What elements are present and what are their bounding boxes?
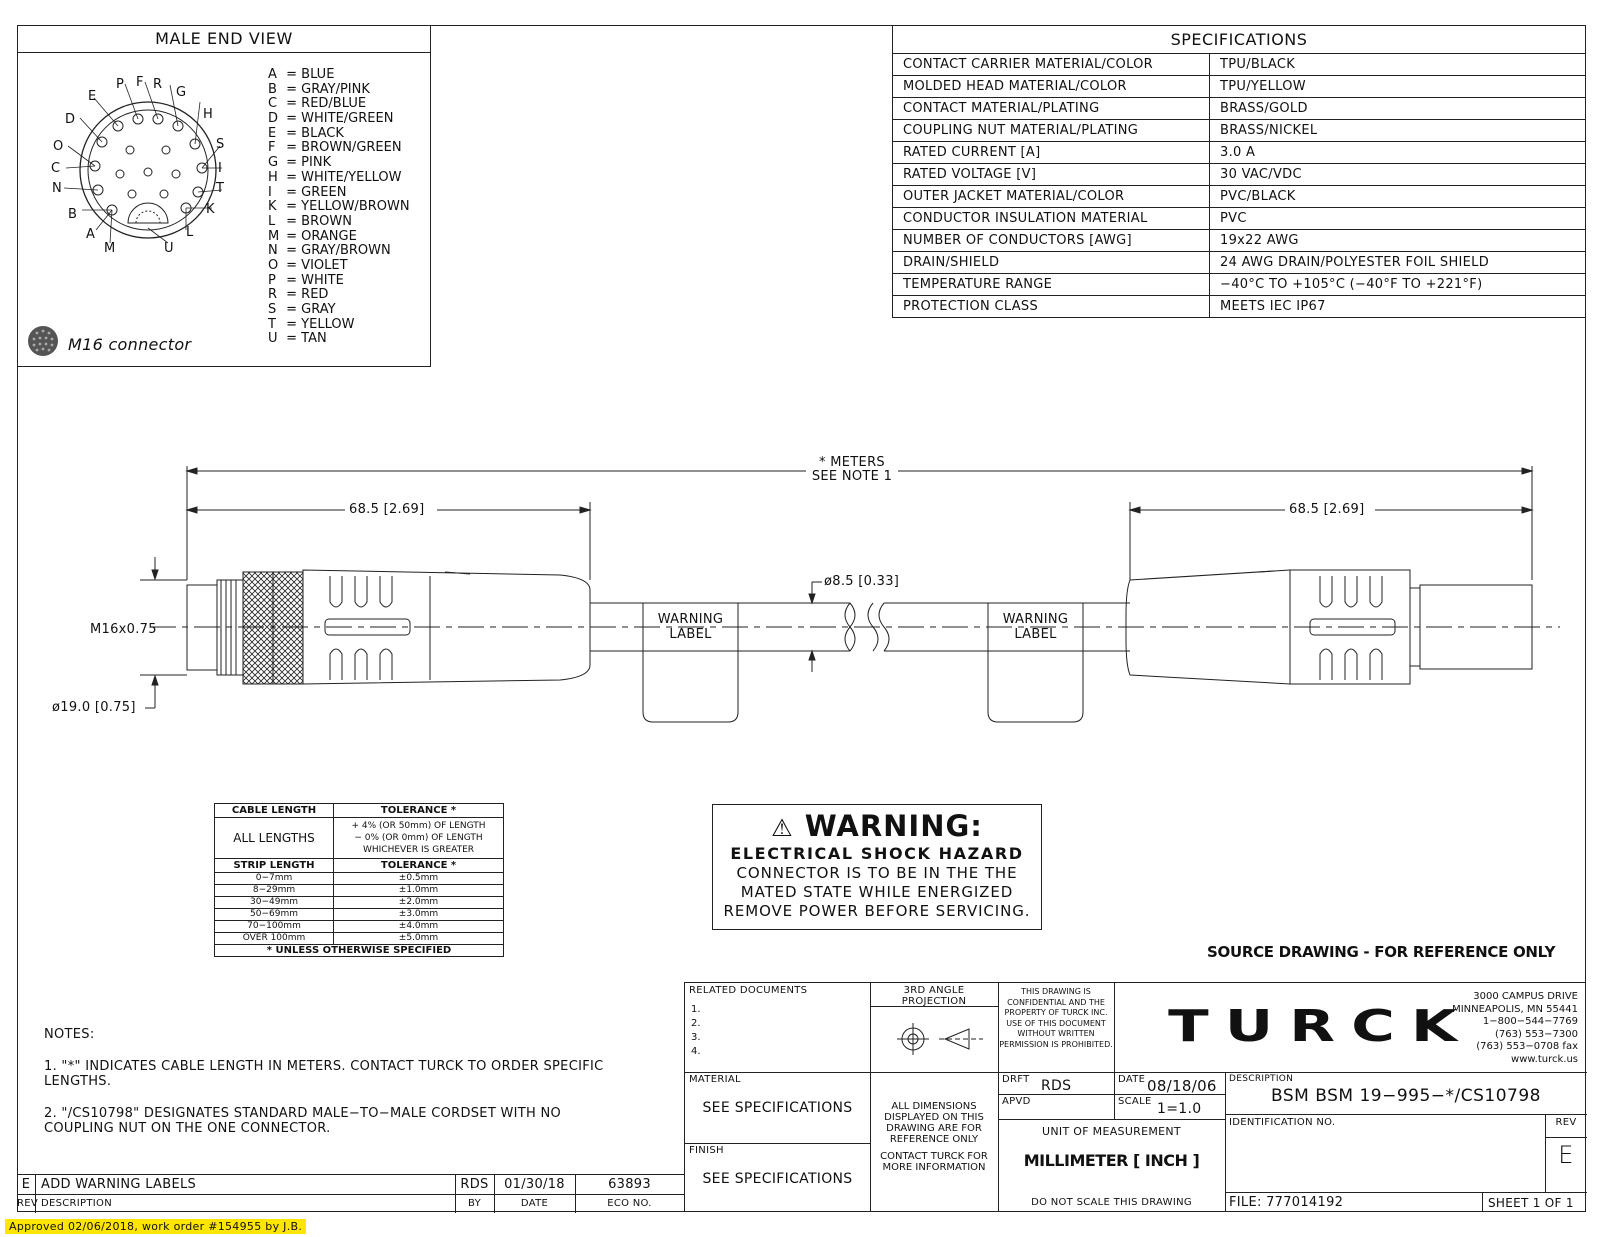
spec-label: OUTER JACKET MATERIAL/COLOR <box>893 186 1210 208</box>
strip-length: 0−7mm <box>215 873 334 885</box>
pin-equals: = <box>282 140 302 156</box>
note-2-line-1: 2. "/CS10798" DESIGNATES STANDARD MALE−TO−MALE CORDSET WITH NO <box>44 1106 562 1121</box>
spec-row <box>893 230 1586 252</box>
svg-text:T: T <box>216 181 224 196</box>
tol-all-lengths-values <box>334 818 504 859</box>
pin-letter: R <box>268 287 278 303</box>
spec-row <box>893 296 1586 318</box>
spec-label: COUPLING NUT MATERIAL/PLATING <box>893 120 1210 142</box>
pin-letter: U <box>268 331 278 347</box>
warning-line-4: REMOVE POWER BEFORE SERVICING. <box>723 902 1031 920</box>
pin-color: WHITE <box>301 272 344 288</box>
strip-length: OVER 100mm <box>215 933 334 945</box>
thread-dim: M16x0.75 <box>90 622 157 637</box>
svg-text:A: A <box>86 227 95 242</box>
address-line-1: 3000 CAMPUS DRIVE <box>1473 991 1578 1002</box>
spec-label: NUMBER OF CONDUCTORS [AWG] <box>893 230 1210 252</box>
note-2-line-2: COUPLING NUT ON THE ONE CONNECTOR. <box>44 1121 331 1136</box>
pin-row <box>268 68 428 83</box>
pin-equals: = <box>282 287 302 303</box>
related-document-item: 2. <box>691 1018 701 1029</box>
related-documents-list <box>691 1003 701 1059</box>
strip-tolerance-row <box>215 897 504 909</box>
pin-letter: E <box>268 125 277 141</box>
scale-value: 1=1.0 <box>1157 1101 1202 1117</box>
related-document-item: 4. <box>691 1046 701 1057</box>
pin-letter: F <box>268 140 276 156</box>
pin-letter: D <box>268 111 279 127</box>
finish-label: FINISH <box>689 1145 724 1156</box>
sheet-number: SHEET 1 OF 1 <box>1488 1196 1574 1210</box>
pin-equals: = <box>282 316 302 332</box>
approval-stamp: Approved 02/06/2018, work order #154955 by J.B. <box>5 1219 306 1234</box>
tol-header-tolerance: TOLERANCE * <box>334 804 504 818</box>
spec-label: PROTECTION CLASS <box>893 296 1210 318</box>
rev-letter: E <box>21 1177 31 1192</box>
connector-label: M16 connector <box>68 335 192 354</box>
spec-value: PVC/BLACK <box>1210 186 1586 208</box>
pin-letter: N <box>268 243 278 259</box>
pin-equals: = <box>282 96 302 112</box>
svg-text:C: C <box>51 161 61 176</box>
tolerance-table <box>214 803 504 957</box>
phone-1: 1−800−544−7769 <box>1482 1016 1578 1027</box>
pin-row <box>268 186 428 201</box>
pin-equals: = <box>282 111 302 127</box>
pin-letter: L <box>268 213 276 229</box>
rev-header: REV <box>17 1198 39 1209</box>
spec-value: PVC <box>1210 208 1586 230</box>
pin-equals: = <box>282 67 302 82</box>
phone-2: (763) 553−7300 <box>1495 1028 1578 1040</box>
pin-row <box>268 97 428 112</box>
tol-all-line-1: + 4% (OR 50mm) OF LENGTH <box>351 821 486 831</box>
spec-row <box>893 98 1586 120</box>
m16-connector-icon <box>27 325 59 357</box>
spec-value: BRASS/GOLD <box>1210 98 1586 120</box>
svg-text:R: R <box>153 77 163 92</box>
title-block <box>684 982 1586 1212</box>
overall-length-dim <box>806 456 898 484</box>
projection-label: 3RD ANGLE PROJECTION <box>901 985 967 1007</box>
svg-text:U: U <box>164 241 174 256</box>
contact-note: CONTACT TURCK FOR MORE INFORMATION <box>880 1151 988 1173</box>
pin-color: GREEN <box>301 184 347 200</box>
svg-text:N: N <box>52 181 62 196</box>
warning-label-right: WARNING LABEL <box>1002 612 1069 642</box>
rev-description: ADD WARNING LABELS <box>41 1177 197 1192</box>
spec-row <box>893 142 1586 164</box>
strip-tolerance: ±5.0mm <box>334 933 504 945</box>
strip-tolerance-row <box>215 909 504 921</box>
svg-text:L: L <box>186 225 194 240</box>
pin-row <box>268 230 428 245</box>
pin-letter: A <box>268 67 277 82</box>
pin-letter: C <box>268 96 278 112</box>
strip-length: 50−69mm <box>215 909 334 921</box>
warning-label-left: WARNING LABEL <box>657 612 724 642</box>
pin-letter: H <box>268 169 278 185</box>
uom-value: MILLIMETER [ INCH ] <box>1023 1151 1200 1170</box>
pin-color: GRAY/BROWN <box>301 243 391 259</box>
pin-equals: = <box>282 243 302 259</box>
svg-text:I: I <box>218 161 222 176</box>
pin-row <box>268 171 428 186</box>
website: www.turck.us <box>1511 1053 1578 1065</box>
pin-row <box>268 288 428 303</box>
description-label: DESCRIPTION <box>1229 1074 1294 1084</box>
pin-color: RED/BLUE <box>301 96 367 112</box>
strip-tolerance: ±2.0mm <box>334 897 504 909</box>
pin-letter: P <box>268 272 276 288</box>
strip-length: 70−100mm <box>215 921 334 933</box>
svg-text:P: P <box>116 77 124 92</box>
spec-row <box>893 76 1586 98</box>
spec-value: MEETS IEC IP67 <box>1210 296 1586 318</box>
spec-value: 24 AWG DRAIN/POLYESTER FOIL SHIELD <box>1210 252 1586 274</box>
pin-equals: = <box>282 331 302 347</box>
warning-line-3: MATED STATE WHILE ENERGIZED <box>740 883 1014 901</box>
right-length-dim: 68.5 [2.69] <box>1289 502 1365 517</box>
pin-color: ORANGE <box>301 228 357 244</box>
notes-title: NOTES: <box>44 1027 95 1042</box>
svg-text:S: S <box>216 137 225 152</box>
spec-value: TPU/BLACK <box>1210 54 1586 76</box>
rev-header-description: DESCRIPTION <box>41 1198 112 1209</box>
pin-color: BROWN <box>301 213 352 229</box>
spec-label: TEMPERATURE RANGE <box>893 274 1210 296</box>
pin-row <box>268 156 428 171</box>
pin-letter: G <box>268 155 279 171</box>
male-end-view-title: MALE END VIEW <box>155 29 293 48</box>
pin-row <box>268 274 428 289</box>
tol-header-strip-length: STRIP LENGTH <box>215 859 334 873</box>
pin-color: TAN <box>301 331 327 347</box>
strip-tolerance: ±3.0mm <box>334 909 504 921</box>
pin-row <box>268 303 428 318</box>
strip-tolerance: ±1.0mm <box>334 885 504 897</box>
tol-all-line-3: WHICHEVER IS GREATER <box>362 845 475 855</box>
tol-header-strip-tolerance: TOLERANCE * <box>334 859 504 873</box>
spec-value: 30 VAC/VDC <box>1210 164 1586 186</box>
pin-letter: T <box>268 316 276 332</box>
pin-color: BLACK <box>301 125 344 141</box>
strip-tolerance: ±0.5mm <box>334 873 504 885</box>
strip-length: 30−49mm <box>215 897 334 909</box>
strip-tolerance-row <box>215 873 504 885</box>
pin-row <box>268 112 428 127</box>
pin-color: RED <box>301 287 329 303</box>
rev-box-label: REV <box>1555 1117 1577 1128</box>
pin-equals: = <box>282 184 302 200</box>
pin-color: PINK <box>301 155 332 171</box>
strip-tolerance: ±4.0mm <box>334 921 504 933</box>
dimensions-note: ALL DIMENSIONS DISPLAYED ON THIS DRAWING ARE FOR REFERENCE ONLY <box>884 1101 984 1145</box>
pin-letter: K <box>268 199 277 215</box>
spec-row <box>893 120 1586 142</box>
pin-equals: = <box>282 257 302 273</box>
strip-tolerance-row <box>215 885 504 897</box>
pin-equals: = <box>282 228 302 244</box>
note-1-line-2: LENGTHS. <box>44 1074 112 1089</box>
pin-row <box>268 127 428 142</box>
strip-tolerance-row <box>215 933 504 945</box>
spec-row <box>893 274 1586 296</box>
description-value: BSM BSM 19−995−*/CS10798 <box>1271 1086 1541 1106</box>
pin-color: WHITE/GREEN <box>301 111 394 127</box>
pin-color: BLUE <box>301 67 335 82</box>
fax: (763) 553−0708 fax <box>1476 1041 1578 1052</box>
spec-label: MOLDED HEAD MATERIAL/COLOR <box>893 76 1210 98</box>
related-document-item: 1. <box>691 1004 701 1015</box>
pin-equals: = <box>282 213 302 229</box>
tol-all-line-2: − 0% (OR 0mm) OF LENGTH <box>354 833 483 843</box>
company-address <box>1452 991 1578 1066</box>
svg-text:H: H <box>203 107 213 122</box>
svg-text:G: G <box>176 85 187 100</box>
spec-row <box>893 164 1586 186</box>
svg-text:M: M <box>104 241 116 256</box>
male-end-view-header <box>17 25 431 53</box>
overall-length-note: SEE NOTE 1 <box>811 469 893 484</box>
pin-letter: M <box>268 228 280 244</box>
pin-equals: = <box>282 272 302 288</box>
warning-title: WARNING: <box>804 809 983 843</box>
specifications-table <box>892 25 1586 318</box>
cable-diameter-dim: ø8.5 [0.33] <box>824 574 900 589</box>
pin-color-list <box>268 68 428 347</box>
rev-eco: 63893 <box>608 1177 651 1192</box>
specifications-title: SPECIFICATIONS <box>893 26 1586 54</box>
turck-logo <box>1129 1001 1474 1052</box>
spec-value: 19x22 AWG <box>1210 230 1586 252</box>
pin-equals: = <box>282 199 302 215</box>
address-line-2: MINNEAPOLIS, MN 55441 <box>1452 1003 1578 1015</box>
spec-label: DRAIN/SHIELD <box>893 252 1210 274</box>
svg-text:B: B <box>68 207 77 222</box>
material-label: MATERIAL <box>689 1074 741 1085</box>
pin-row <box>268 215 428 230</box>
pin-color: GRAY/PINK <box>301 81 370 97</box>
rev-header-eco: ECO NO. <box>607 1198 652 1209</box>
spec-value: −40°C TO +105°C (−40°F TO +221°F) <box>1210 274 1586 296</box>
drafter-value: RDS <box>1041 1078 1072 1094</box>
tol-header-cable-length: CABLE LENGTH <box>215 804 334 818</box>
pin-row <box>268 200 428 215</box>
pin-letter: O <box>268 257 279 273</box>
tol-all-lengths: ALL LENGTHS <box>215 818 334 859</box>
warning-box <box>712 804 1042 930</box>
pin-letter: S <box>268 302 277 317</box>
pin-color: YELLOW <box>301 316 355 332</box>
pin-color: BROWN/GREEN <box>301 140 402 156</box>
source-note: SOURCE DRAWING - FOR REFERENCE ONLY <box>1207 943 1556 961</box>
spec-label: RATED CURRENT [A] <box>893 142 1210 164</box>
svg-text:O: O <box>53 139 64 154</box>
rev-by: RDS <box>460 1177 489 1192</box>
spec-value: BRASS/NICKEL <box>1210 120 1586 142</box>
confidential-note: THIS DRAWING IS CONFIDENTIAL AND THE PROPERTY OF TURCK INC. USE OF THIS DOCUMENT WITHOUT WRITTEN PERMISSION IS PROHIBITED. <box>999 987 1113 1049</box>
spec-value: TPU/YELLOW <box>1210 76 1586 98</box>
connector-face-diagram <box>40 68 260 268</box>
turck-logo-text: TURCK <box>1168 1001 1474 1052</box>
uom-label: UNIT OF MEASUREMENT <box>1042 1125 1181 1138</box>
spec-row <box>893 252 1586 274</box>
strip-length: 8−29mm <box>215 885 334 897</box>
identification-label: IDENTIFICATION NO. <box>1229 1117 1336 1128</box>
pin-row <box>268 318 428 333</box>
spec-row <box>893 54 1586 76</box>
pin-color: VIOLET <box>301 257 348 273</box>
pin-equals: = <box>282 169 302 185</box>
material-value: SEE SPECIFICATIONS <box>702 1100 853 1116</box>
pin-letter: B <box>268 81 277 97</box>
warning-line-1: ELECTRICAL SHOCK HAZARD <box>730 844 1024 863</box>
revision-block <box>17 1174 684 1213</box>
pin-row <box>268 83 428 98</box>
pin-color: GRAY <box>301 302 336 317</box>
rev-header-date: DATE <box>520 1198 549 1209</box>
tolerance-footer: * UNLESS OTHERWISE SPECIFIED <box>215 945 504 957</box>
spec-value: 3.0 A <box>1210 142 1586 164</box>
warning-title-row <box>713 809 1041 843</box>
rev-header-by: BY <box>467 1198 482 1209</box>
warning-triangle-icon: ⚠ <box>771 814 794 842</box>
drafter-label: DRFT <box>1002 1074 1030 1085</box>
note-1-line-1: 1. "*" INDICATES CABLE LENGTH IN METERS. CONTACT TURCK TO ORDER SPECIFIC <box>44 1059 604 1074</box>
spec-label: RATED VOLTAGE [V] <box>893 164 1210 186</box>
strip-tolerance-row <box>215 921 504 933</box>
overall-length: * METERS <box>819 455 885 470</box>
approved-label: APVD <box>1002 1096 1031 1107</box>
date-value: 08/18/06 <box>1147 1077 1217 1095</box>
pin-color: YELLOW/BROWN <box>301 199 410 215</box>
pin-row <box>268 332 428 347</box>
left-length-dim: 68.5 [2.69] <box>349 502 425 517</box>
related-document-item: 3. <box>691 1032 701 1043</box>
spec-row <box>893 208 1586 230</box>
svg-text:D: D <box>65 112 76 127</box>
pin-row <box>268 259 428 274</box>
spec-row <box>893 186 1586 208</box>
pin-color: WHITE/YELLOW <box>301 169 402 185</box>
rev-box-value: E <box>1558 1141 1574 1169</box>
related-documents-label: RELATED DOCUMENTS <box>689 985 808 996</box>
svg-text:E: E <box>88 89 97 104</box>
pin-equals: = <box>282 125 302 141</box>
pin-equals: = <box>282 155 302 171</box>
finish-value: SEE SPECIFICATIONS <box>702 1171 853 1187</box>
third-angle-projection-icon <box>895 1019 985 1059</box>
pin-equals: = <box>282 81 302 97</box>
pin-row <box>268 244 428 259</box>
svg-text:F: F <box>136 75 144 90</box>
file-number: FILE: 777014192 <box>1229 1195 1344 1210</box>
scale-label: SCALE <box>1118 1096 1152 1107</box>
svg-text:K: K <box>206 202 215 217</box>
spec-label: CONDUCTOR INSULATION MATERIAL <box>893 208 1210 230</box>
rev-date: 01/30/18 <box>504 1177 565 1192</box>
warning-line-2: CONNECTOR IS TO BE IN THE THE <box>736 864 1018 882</box>
do-not-scale: DO NOT SCALE THIS DRAWING <box>1031 1197 1192 1208</box>
pin-equals: = <box>282 302 302 317</box>
spec-label: CONTACT MATERIAL/PLATING <box>893 98 1210 120</box>
head-diameter-dim: ø19.0 [0.75] <box>52 700 136 715</box>
date-label: DATE <box>1118 1074 1146 1085</box>
pin-row <box>268 141 428 156</box>
spec-label: CONTACT CARRIER MATERIAL/COLOR <box>893 54 1210 76</box>
pin-letter: I <box>268 184 272 200</box>
cable-assembly-drawing <box>0 440 1600 740</box>
